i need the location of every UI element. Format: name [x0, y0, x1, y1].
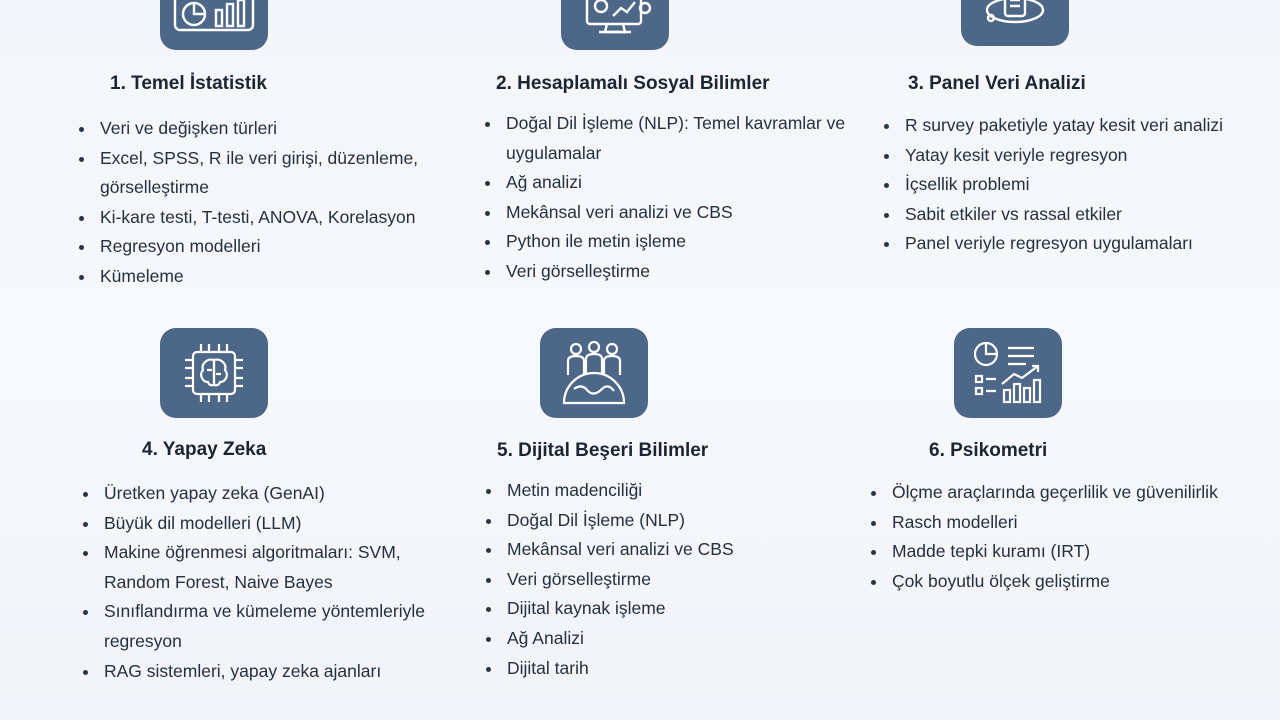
list-item: Doğal Dil İşleme (NLP): Temel kavramlar ve uygulamalar	[482, 109, 852, 168]
statistics-chart-icon	[160, 0, 268, 50]
list-item: Veri ve değişken türleri	[76, 114, 446, 144]
topic-list	[881, 111, 1266, 259]
list-item: Sabit etkiler vs rassal etkiler	[881, 200, 1266, 230]
list-item: Python ile metin işleme	[482, 227, 852, 257]
list-item: Dijital tarih	[483, 654, 853, 684]
list-item: Metin madenciliği	[483, 476, 853, 506]
list-item: Veri görselleştirme	[482, 257, 852, 287]
list-item: Ağ analizi	[482, 168, 852, 198]
list-item: Kümeleme	[76, 262, 446, 292]
topic-list	[482, 109, 852, 287]
data-orbit-icon	[961, 0, 1069, 46]
list-item: Ağ Analizi	[483, 624, 853, 654]
section-title: 3. Panel Veri Analizi	[908, 73, 1086, 94]
ai-brain-chip-icon	[160, 328, 268, 418]
section-title: 2. Hesaplamalı Sosyal Bilimler	[496, 73, 770, 94]
list-item: Veri görselleştirme	[483, 565, 853, 595]
topic-list	[76, 114, 446, 292]
list-item: Ki-kare testi, T-testi, ANOVA, Korelasyon	[76, 203, 446, 233]
list-item: Ölçme araçlarında geçerlilik ve güvenilirlik	[868, 478, 1268, 508]
list-item: Excel, SPSS, R ile veri girişi, düzenleme, görselleştirme	[76, 144, 446, 203]
list-item: İçsellik problemi	[881, 170, 1266, 200]
section-title: 5. Dijital Beşeri Bilimler	[497, 440, 709, 461]
list-item: Sınıflandırma ve kümeleme yöntemleriyle regresyon	[80, 597, 450, 656]
topic-list	[483, 476, 853, 683]
list-item: Üretken yapay zeka (GenAI)	[80, 479, 450, 509]
list-item: Makine öğrenmesi algoritmaları: SVM, Random Forest, Naive Bayes	[80, 538, 450, 597]
list-item: Mekânsal veri analizi ve CBS	[482, 198, 852, 228]
topic-list	[80, 479, 450, 686]
list-item: Panel veriyle regresyon uygulamaları	[881, 229, 1266, 259]
list-item: Dijital kaynak işleme	[483, 594, 853, 624]
section-title: 4. Yapay Zeka	[142, 439, 267, 460]
list-item: Regresyon modelleri	[76, 232, 446, 262]
section-title: 6. Psikometri	[929, 440, 1048, 461]
list-item: R survey paketiyle yatay kesit veri analizi	[881, 111, 1266, 141]
computer-analytics-icon	[561, 0, 669, 50]
measurement-dashboard-icon	[954, 328, 1062, 418]
list-item: Doğal Dil İşleme (NLP)	[483, 506, 853, 536]
people-globe-icon	[540, 328, 648, 418]
topic-list	[868, 478, 1268, 596]
list-item: RAG sistemleri, yapay zeka ajanları	[80, 657, 450, 687]
list-item: Büyük dil modelleri (LLM)	[80, 509, 450, 539]
list-item: Mekânsal veri analizi ve CBS	[483, 535, 853, 565]
list-item: Rasch modelleri	[868, 508, 1268, 538]
list-item: Çok boyutlu ölçek geliştirme	[868, 567, 1268, 597]
list-item: Madde tepki kuramı (IRT)	[868, 537, 1268, 567]
list-item: Yatay kesit veriyle regresyon	[881, 141, 1266, 171]
section-title: 1. Temel İstatistik	[110, 73, 267, 94]
